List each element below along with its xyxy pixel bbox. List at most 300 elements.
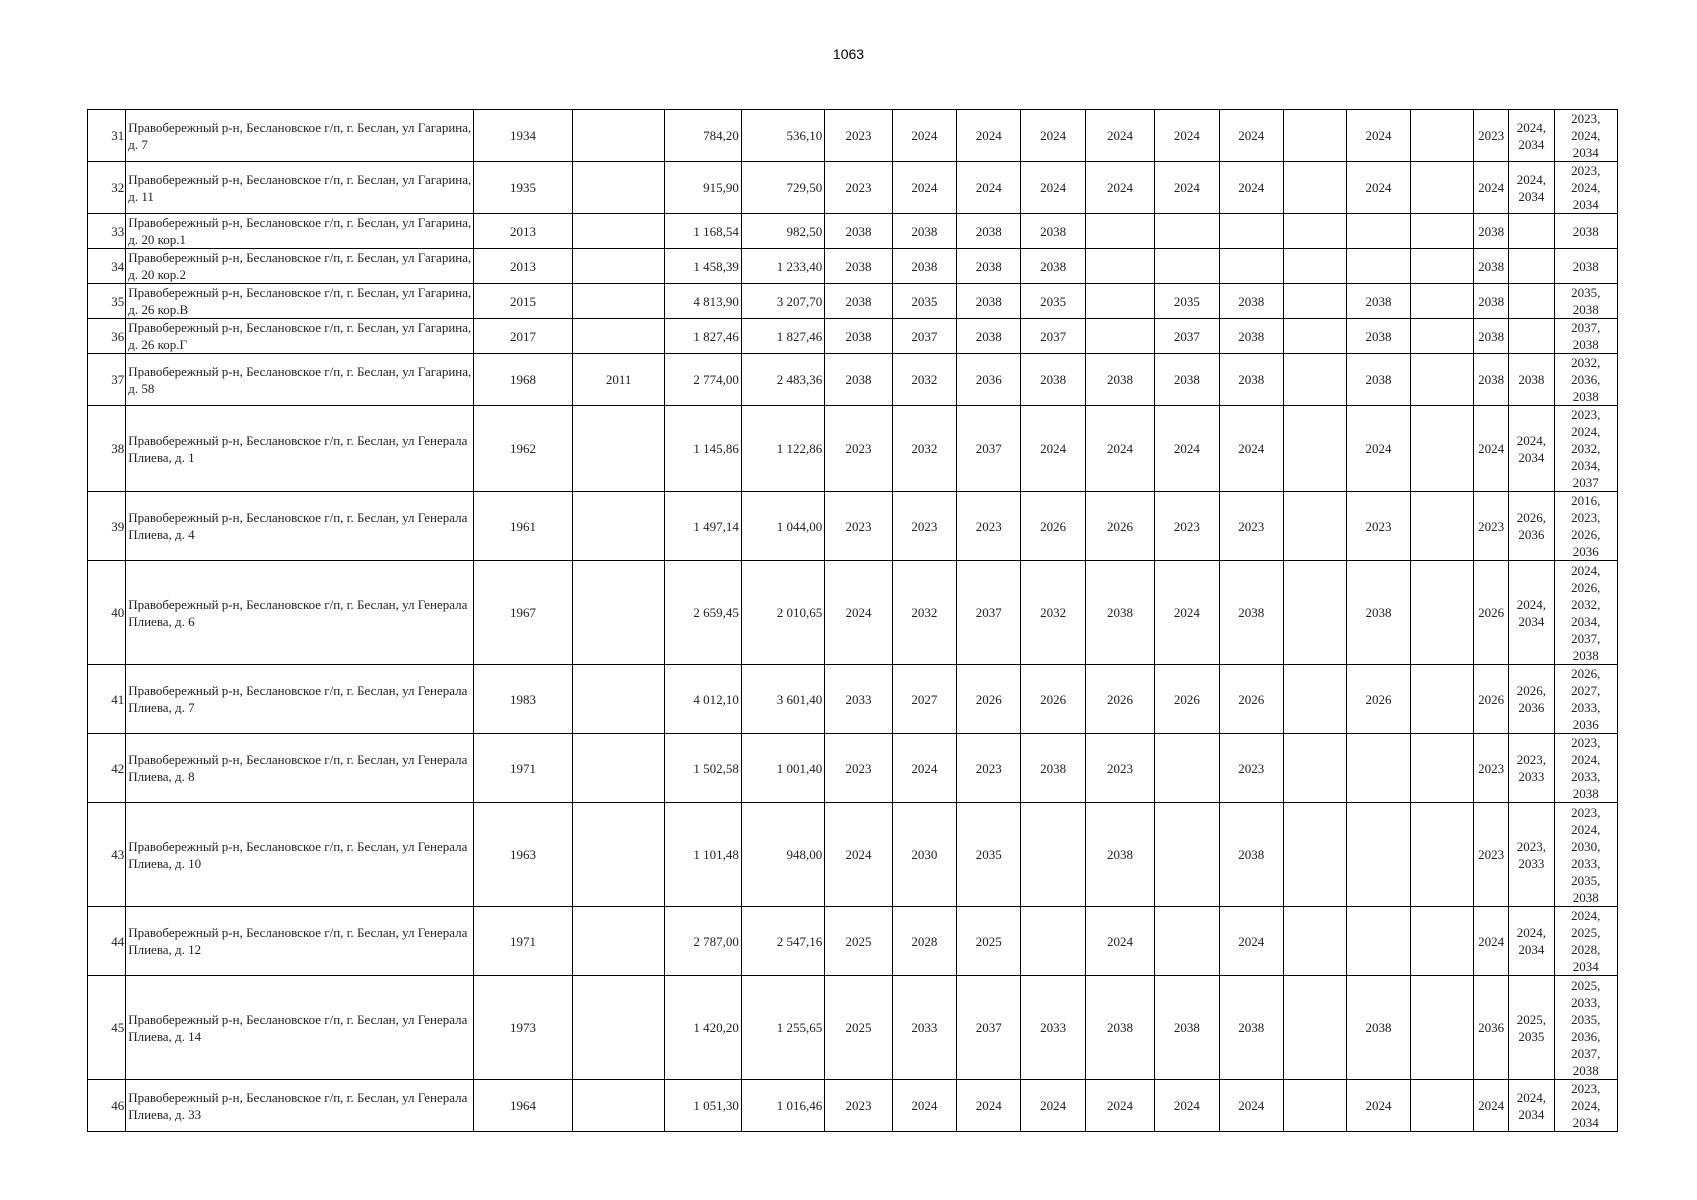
repair-year-cell: 2023 xyxy=(825,162,892,214)
total-area-cell: 2 659,45 xyxy=(665,561,741,665)
total-area-cell: 1 502,58 xyxy=(665,734,741,803)
repair-year-cell: 2023 xyxy=(825,406,892,492)
address-cell: Правобережный р-н, Беслановское г/п, г. Беслан, ул Генерала Плиева, д. 12 xyxy=(126,907,474,976)
repair-year-cell: 2023 xyxy=(1219,734,1283,803)
lift-years-cell xyxy=(1509,214,1554,249)
reconstruction-year-cell xyxy=(572,214,665,249)
repair-year-cell: 2038 xyxy=(1021,734,1085,803)
overhaul-years-cell: 2024, 2025, 2028, 2034 xyxy=(1554,907,1617,976)
repair-year-cell: 2038 xyxy=(1219,354,1283,406)
lift-years-cell: 2038 xyxy=(1509,354,1554,406)
repair-year-cell: 2024 xyxy=(892,1080,956,1132)
repair-year-cell xyxy=(1085,284,1154,319)
total-area-cell: 1 497,14 xyxy=(665,492,741,561)
repair-year-cell: 2032 xyxy=(892,561,956,665)
repair-year-cell xyxy=(1283,319,1346,354)
page-number: 1063 xyxy=(832,46,865,62)
repair-year-cell xyxy=(1155,214,1219,249)
repair-year-cell: 2037 xyxy=(957,976,1021,1080)
built-year-cell: 2015 xyxy=(474,284,573,319)
living-area-cell: 982,50 xyxy=(741,214,824,249)
overhaul-years-cell: 2023, 2024, 2034 xyxy=(1554,162,1617,214)
repair-year-cell: 2023 xyxy=(1155,492,1219,561)
row-number-cell: 44 xyxy=(88,907,126,976)
repair-year-cell: 2024 xyxy=(1474,406,1509,492)
repair-year-cell: 2038 xyxy=(1474,319,1509,354)
repair-year-cell xyxy=(1219,249,1283,284)
repair-year-cell: 2037 xyxy=(892,319,956,354)
repair-year-cell: 2026 xyxy=(1085,492,1154,561)
repair-year-cell xyxy=(1283,1080,1346,1132)
living-area-cell: 1 016,46 xyxy=(741,1080,824,1132)
repair-year-cell xyxy=(1085,214,1154,249)
lift-years-cell: 2024, 2034 xyxy=(1509,561,1554,665)
repair-year-cell xyxy=(1283,284,1346,319)
repair-year-cell: 2038 xyxy=(825,249,892,284)
row-number-cell: 36 xyxy=(88,319,126,354)
repair-year-cell xyxy=(1283,214,1346,249)
repair-year-cell: 2038 xyxy=(1347,561,1410,665)
overhaul-years-cell: 2024, 2026, 2032, 2034, 2037, 2038 xyxy=(1554,561,1617,665)
repair-year-cell: 2036 xyxy=(1474,976,1509,1080)
repair-year-cell: 2038 xyxy=(1219,561,1283,665)
built-year-cell: 1967 xyxy=(474,561,573,665)
repair-year-cell: 2023 xyxy=(1085,734,1154,803)
row-number-cell: 41 xyxy=(88,665,126,734)
repair-year-cell: 2038 xyxy=(825,284,892,319)
reconstruction-year-cell: 2011 xyxy=(572,354,665,406)
repair-year-cell: 2038 xyxy=(825,319,892,354)
address-cell: Правобережный р-н, Беслановское г/п, г. Беслан, ул Гагарина, д. 26 кор.Г xyxy=(126,319,474,354)
overhaul-years-cell: 2016, 2023, 2026, 2036 xyxy=(1554,492,1617,561)
repair-year-cell: 2023 xyxy=(1474,110,1509,162)
repair-year-cell: 2038 xyxy=(1347,319,1410,354)
row-number-cell: 38 xyxy=(88,406,126,492)
repair-year-cell xyxy=(1085,249,1154,284)
repair-year-cell xyxy=(1283,665,1346,734)
address-cell: Правобережный р-н, Беслановское г/п, г. Беслан, ул Генерала Плиева, д. 6 xyxy=(126,561,474,665)
repair-year-cell: 2038 xyxy=(825,214,892,249)
repair-year-cell: 2038 xyxy=(892,214,956,249)
repair-year-cell: 2024 xyxy=(1155,561,1219,665)
table-row xyxy=(88,976,1618,1080)
living-area-cell: 1 044,00 xyxy=(741,492,824,561)
repair-year-cell: 2024 xyxy=(892,110,956,162)
repair-year-cell: 2024 xyxy=(892,162,956,214)
lift-years-cell: 2026, 2036 xyxy=(1509,492,1554,561)
repair-year-cell: 2030 xyxy=(892,803,956,907)
repair-year-cell xyxy=(1283,162,1346,214)
table-row xyxy=(88,406,1618,492)
built-year-cell: 2017 xyxy=(474,319,573,354)
repair-year-cell xyxy=(1021,803,1085,907)
overhaul-years-cell: 2023, 2024, 2034 xyxy=(1554,110,1617,162)
table-row xyxy=(88,665,1618,734)
repair-year-cell: 2038 xyxy=(957,319,1021,354)
address-cell: Правобережный р-н, Беслановское г/п, г. Беслан, ул Гагарина, д. 11 xyxy=(126,162,474,214)
repair-year-cell: 2035 xyxy=(957,803,1021,907)
repair-year-cell: 2025 xyxy=(825,907,892,976)
repair-year-cell xyxy=(1155,249,1219,284)
repair-year-cell: 2028 xyxy=(892,907,956,976)
table-row xyxy=(88,284,1618,319)
reconstruction-year-cell xyxy=(572,1080,665,1132)
repair-year-cell xyxy=(1410,249,1473,284)
repair-year-cell: 2026 xyxy=(1474,665,1509,734)
repair-year-cell xyxy=(1410,354,1473,406)
repair-year-cell: 2024 xyxy=(1021,162,1085,214)
repair-year-cell: 2024 xyxy=(1347,406,1410,492)
total-area-cell: 1 101,48 xyxy=(665,803,741,907)
table-row xyxy=(88,354,1618,406)
repair-year-cell xyxy=(1410,492,1473,561)
repair-year-cell xyxy=(1347,214,1410,249)
repair-year-cell: 2035 xyxy=(1155,284,1219,319)
repair-year-cell: 2024 xyxy=(1085,907,1154,976)
repair-year-cell: 2038 xyxy=(825,354,892,406)
repair-year-cell xyxy=(1410,665,1473,734)
address-cell: Правобережный р-н, Беслановское г/п, г. Беслан, ул Генерала Плиева, д. 7 xyxy=(126,665,474,734)
total-area-cell: 4 012,10 xyxy=(665,665,741,734)
total-area-cell: 784,20 xyxy=(665,110,741,162)
row-number-cell: 31 xyxy=(88,110,126,162)
living-area-cell: 1 827,46 xyxy=(741,319,824,354)
address-cell: Правобережный р-н, Беслановское г/п, г. Беслан, ул Генерала Плиева, д. 10 xyxy=(126,803,474,907)
repair-year-cell xyxy=(1347,249,1410,284)
living-area-cell: 1 122,86 xyxy=(741,406,824,492)
repair-year-cell: 2038 xyxy=(1474,214,1509,249)
built-year-cell: 1973 xyxy=(474,976,573,1080)
repair-year-cell: 2024 xyxy=(1085,406,1154,492)
repair-year-cell: 2026 xyxy=(1021,492,1085,561)
built-year-cell: 1964 xyxy=(474,1080,573,1132)
overhaul-years-cell: 2038 xyxy=(1554,214,1617,249)
repair-year-cell xyxy=(1155,907,1219,976)
lift-years-cell: 2024, 2034 xyxy=(1509,406,1554,492)
total-area-cell: 2 787,00 xyxy=(665,907,741,976)
table-row xyxy=(88,249,1618,284)
reconstruction-year-cell xyxy=(572,406,665,492)
table-row xyxy=(88,734,1618,803)
living-area-cell: 3 601,40 xyxy=(741,665,824,734)
overhaul-years-cell: 2038 xyxy=(1554,249,1617,284)
lift-years-cell xyxy=(1509,319,1554,354)
repair-year-cell: 2023 xyxy=(825,492,892,561)
row-number-cell: 42 xyxy=(88,734,126,803)
repair-year-cell xyxy=(1155,803,1219,907)
repair-year-cell xyxy=(1410,907,1473,976)
repair-year-cell: 2037 xyxy=(957,561,1021,665)
repair-year-cell: 2024 xyxy=(957,110,1021,162)
table-row xyxy=(88,561,1618,665)
repair-year-cell: 2038 xyxy=(1155,976,1219,1080)
repair-year-cell xyxy=(1283,803,1346,907)
repair-year-cell: 2024 xyxy=(957,162,1021,214)
repair-year-cell: 2023 xyxy=(957,492,1021,561)
reconstruction-year-cell xyxy=(572,976,665,1080)
lift-years-cell xyxy=(1509,249,1554,284)
repair-year-cell: 2023 xyxy=(825,734,892,803)
table-row xyxy=(88,1080,1618,1132)
repair-year-cell xyxy=(1410,284,1473,319)
address-cell: Правобережный р-н, Беслановское г/п, г. Беслан, ул Генерала Плиева, д. 4 xyxy=(126,492,474,561)
table-row xyxy=(88,162,1618,214)
reconstruction-year-cell xyxy=(572,492,665,561)
built-year-cell: 1962 xyxy=(474,406,573,492)
repair-year-cell: 2023 xyxy=(1474,492,1509,561)
repair-year-cell: 2024 xyxy=(1474,162,1509,214)
address-cell: Правобережный р-н, Беслановское г/п, г. Беслан, ул Гагарина, д. 20 кор.2 xyxy=(126,249,474,284)
repair-year-cell: 2033 xyxy=(892,976,956,1080)
repair-year-cell: 2024 xyxy=(1155,110,1219,162)
repair-year-cell: 2037 xyxy=(957,406,1021,492)
table-row xyxy=(88,492,1618,561)
repair-year-cell: 2038 xyxy=(1219,803,1283,907)
repair-year-cell: 2038 xyxy=(892,249,956,284)
built-year-cell: 1935 xyxy=(474,162,573,214)
repair-year-cell: 2033 xyxy=(825,665,892,734)
total-area-cell: 1 827,46 xyxy=(665,319,741,354)
overhaul-years-cell: 2023, 2024, 2033, 2038 xyxy=(1554,734,1617,803)
repair-year-cell xyxy=(1085,319,1154,354)
row-number-cell: 35 xyxy=(88,284,126,319)
repair-year-cell: 2037 xyxy=(1155,319,1219,354)
reconstruction-year-cell xyxy=(572,665,665,734)
repair-year-cell xyxy=(1347,907,1410,976)
repair-year-cell xyxy=(1410,976,1473,1080)
reconstruction-year-cell xyxy=(572,284,665,319)
repair-year-cell xyxy=(1410,406,1473,492)
repair-year-cell: 2024 xyxy=(1085,162,1154,214)
address-cell: Правобережный р-н, Беслановское г/п, г. Беслан, ул Гагарина, д. 26 кор.В xyxy=(126,284,474,319)
overhaul-years-cell: 2032, 2036, 2038 xyxy=(1554,354,1617,406)
repair-year-cell: 2024 xyxy=(1219,907,1283,976)
repair-year-cell: 2026 xyxy=(1021,665,1085,734)
address-cell: Правобережный р-н, Беслановское г/п, г. Беслан, ул Гагарина, д. 7 xyxy=(126,110,474,162)
lift-years-cell: 2026, 2036 xyxy=(1509,665,1554,734)
repair-year-cell: 2025 xyxy=(957,907,1021,976)
repair-year-cell xyxy=(1283,492,1346,561)
row-number-cell: 34 xyxy=(88,249,126,284)
repair-year-cell: 2032 xyxy=(892,406,956,492)
living-area-cell: 1 001,40 xyxy=(741,734,824,803)
table-row xyxy=(88,803,1618,907)
repair-year-cell: 2036 xyxy=(957,354,1021,406)
repair-year-cell: 2038 xyxy=(1347,284,1410,319)
reconstruction-year-cell xyxy=(572,162,665,214)
repair-year-cell xyxy=(1410,319,1473,354)
overhaul-years-cell: 2023, 2024, 2034 xyxy=(1554,1080,1617,1132)
built-year-cell: 1961 xyxy=(474,492,573,561)
living-area-cell: 948,00 xyxy=(741,803,824,907)
repair-year-cell xyxy=(1283,249,1346,284)
total-area-cell: 1 168,54 xyxy=(665,214,741,249)
repair-year-cell xyxy=(1410,734,1473,803)
address-cell: Правобережный р-н, Беслановское г/п, г. Беслан, ул Гагарина, д. 20 кор.1 xyxy=(126,214,474,249)
total-area-cell: 1 051,30 xyxy=(665,1080,741,1132)
repair-year-cell xyxy=(1410,803,1473,907)
repair-year-cell: 2023 xyxy=(1347,492,1410,561)
repair-year-cell: 2038 xyxy=(1021,249,1085,284)
table-row xyxy=(88,319,1618,354)
repair-year-cell: 2038 xyxy=(1085,354,1154,406)
address-cell: Правобережный р-н, Беслановское г/п, г. Беслан, ул Генерала Плиева, д. 33 xyxy=(126,1080,474,1132)
repair-year-cell xyxy=(1283,561,1346,665)
living-area-cell: 2 483,36 xyxy=(741,354,824,406)
address-cell: Правобережный р-н, Беслановское г/п, г. Беслан, ул Генерала Плиева, д. 8 xyxy=(126,734,474,803)
repair-year-cell: 2038 xyxy=(1474,354,1509,406)
repair-year-cell: 2024 xyxy=(825,803,892,907)
address-cell: Правобережный р-н, Беслановское г/п, г. Беслан, ул Генерала Плиева, д. 1 xyxy=(126,406,474,492)
lift-years-cell: 2023, 2033 xyxy=(1509,734,1554,803)
built-year-cell: 1934 xyxy=(474,110,573,162)
repair-year-cell: 2024 xyxy=(1021,1080,1085,1132)
lift-years-cell: 2023, 2033 xyxy=(1509,803,1554,907)
overhaul-years-cell: 2035, 2038 xyxy=(1554,284,1617,319)
repair-year-cell xyxy=(1219,214,1283,249)
reconstruction-year-cell xyxy=(572,110,665,162)
repair-year-cell xyxy=(1410,561,1473,665)
overhaul-years-cell: 2026, 2027, 2033, 2036 xyxy=(1554,665,1617,734)
living-area-cell: 536,10 xyxy=(741,110,824,162)
total-area-cell: 1 458,39 xyxy=(665,249,741,284)
total-area-cell: 1 420,20 xyxy=(665,976,741,1080)
overhaul-years-cell: 2023, 2024, 2030, 2033, 2035, 2038 xyxy=(1554,803,1617,907)
repair-year-cell: 2038 xyxy=(1347,976,1410,1080)
repair-year-cell xyxy=(1283,110,1346,162)
repair-year-cell: 2024 xyxy=(892,734,956,803)
repair-year-cell: 2038 xyxy=(1219,976,1283,1080)
row-number-cell: 43 xyxy=(88,803,126,907)
repair-year-cell: 2023 xyxy=(957,734,1021,803)
repair-year-cell: 2038 xyxy=(1021,354,1085,406)
total-area-cell: 1 145,86 xyxy=(665,406,741,492)
repair-year-cell: 2027 xyxy=(892,665,956,734)
built-year-cell: 1983 xyxy=(474,665,573,734)
repair-year-cell xyxy=(1283,907,1346,976)
repair-year-cell: 2024 xyxy=(1219,1080,1283,1132)
repair-year-cell: 2024 xyxy=(1021,110,1085,162)
living-area-cell: 1 233,40 xyxy=(741,249,824,284)
repair-year-cell: 2038 xyxy=(1085,803,1154,907)
built-year-cell: 1968 xyxy=(474,354,573,406)
repair-year-cell xyxy=(1347,803,1410,907)
built-year-cell: 1971 xyxy=(474,734,573,803)
row-number-cell: 45 xyxy=(88,976,126,1080)
table-row xyxy=(88,907,1618,976)
repair-year-cell: 2038 xyxy=(1474,284,1509,319)
living-area-cell: 2 010,65 xyxy=(741,561,824,665)
living-area-cell: 3 207,70 xyxy=(741,284,824,319)
repair-year-cell: 2026 xyxy=(1347,665,1410,734)
repair-year-cell: 2024 xyxy=(1085,110,1154,162)
row-number-cell: 46 xyxy=(88,1080,126,1132)
repair-year-cell xyxy=(1410,110,1473,162)
reconstruction-year-cell xyxy=(572,561,665,665)
repair-year-cell: 2026 xyxy=(1219,665,1283,734)
repair-year-cell: 2024 xyxy=(1021,406,1085,492)
repair-year-cell: 2026 xyxy=(1474,561,1509,665)
repair-year-cell: 2038 xyxy=(1347,354,1410,406)
repair-year-cell: 2024 xyxy=(1474,1080,1509,1132)
living-area-cell: 2 547,16 xyxy=(741,907,824,976)
repair-year-cell: 2023 xyxy=(825,1080,892,1132)
table-row xyxy=(88,214,1618,249)
repair-year-cell: 2023 xyxy=(892,492,956,561)
repair-year-cell: 2023 xyxy=(1219,492,1283,561)
row-number-cell: 33 xyxy=(88,214,126,249)
repair-year-cell: 2038 xyxy=(957,249,1021,284)
built-year-cell: 1963 xyxy=(474,803,573,907)
reconstruction-year-cell xyxy=(572,249,665,284)
repair-year-cell xyxy=(1155,734,1219,803)
repair-year-cell: 2024 xyxy=(1219,162,1283,214)
repair-year-cell: 2038 xyxy=(1085,976,1154,1080)
repair-year-cell: 2024 xyxy=(1085,1080,1154,1132)
repair-year-cell: 2038 xyxy=(1085,561,1154,665)
housing-registry-table xyxy=(87,109,1618,1132)
row-number-cell: 32 xyxy=(88,162,126,214)
living-area-cell: 729,50 xyxy=(741,162,824,214)
repair-year-cell xyxy=(1283,406,1346,492)
total-area-cell: 2 774,00 xyxy=(665,354,741,406)
repair-year-cell: 2032 xyxy=(892,354,956,406)
repair-year-cell: 2023 xyxy=(825,110,892,162)
lift-years-cell: 2024, 2034 xyxy=(1509,907,1554,976)
repair-year-cell: 2033 xyxy=(1021,976,1085,1080)
repair-year-cell: 2038 xyxy=(957,284,1021,319)
row-number-cell: 37 xyxy=(88,354,126,406)
reconstruction-year-cell xyxy=(572,734,665,803)
repair-year-cell xyxy=(1283,976,1346,1080)
repair-year-cell: 2032 xyxy=(1021,561,1085,665)
total-area-cell: 915,90 xyxy=(665,162,741,214)
repair-year-cell: 2038 xyxy=(1474,249,1509,284)
lift-years-cell: 2024, 2034 xyxy=(1509,162,1554,214)
repair-year-cell: 2023 xyxy=(1474,803,1509,907)
repair-year-cell xyxy=(1021,907,1085,976)
built-year-cell: 2013 xyxy=(474,214,573,249)
repair-year-cell: 2024 xyxy=(1155,1080,1219,1132)
repair-year-cell: 2024 xyxy=(1474,907,1509,976)
row-number-cell: 40 xyxy=(88,561,126,665)
repair-year-cell: 2024 xyxy=(1347,162,1410,214)
address-cell: Правобережный р-н, Беслановское г/п, г. Беслан, ул Гагарина, д. 58 xyxy=(126,354,474,406)
repair-year-cell: 2024 xyxy=(825,561,892,665)
total-area-cell: 4 813,90 xyxy=(665,284,741,319)
repair-year-cell xyxy=(1283,734,1346,803)
lift-years-cell xyxy=(1509,284,1554,319)
repair-year-cell: 2038 xyxy=(1155,354,1219,406)
repair-year-cell: 2024 xyxy=(1219,406,1283,492)
repair-year-cell: 2026 xyxy=(1085,665,1154,734)
repair-year-cell: 2026 xyxy=(957,665,1021,734)
reconstruction-year-cell xyxy=(572,803,665,907)
repair-year-cell: 2024 xyxy=(1155,406,1219,492)
repair-year-cell: 2037 xyxy=(1021,319,1085,354)
living-area-cell: 1 255,65 xyxy=(741,976,824,1080)
repair-year-cell: 2024 xyxy=(1219,110,1283,162)
address-cell: Правобережный р-н, Беслановское г/п, г. Беслан, ул Генерала Плиева, д. 14 xyxy=(126,976,474,1080)
row-number-cell: 39 xyxy=(88,492,126,561)
overhaul-years-cell: 2025, 2033, 2035, 2036, 2037, 2038 xyxy=(1554,976,1617,1080)
lift-years-cell: 2024, 2034 xyxy=(1509,1080,1554,1132)
overhaul-years-cell: 2037, 2038 xyxy=(1554,319,1617,354)
repair-year-cell: 2035 xyxy=(892,284,956,319)
repair-year-cell: 2035 xyxy=(1021,284,1085,319)
overhaul-years-cell: 2023, 2024, 2032, 2034, 2037 xyxy=(1554,406,1617,492)
repair-year-cell: 2024 xyxy=(957,1080,1021,1132)
